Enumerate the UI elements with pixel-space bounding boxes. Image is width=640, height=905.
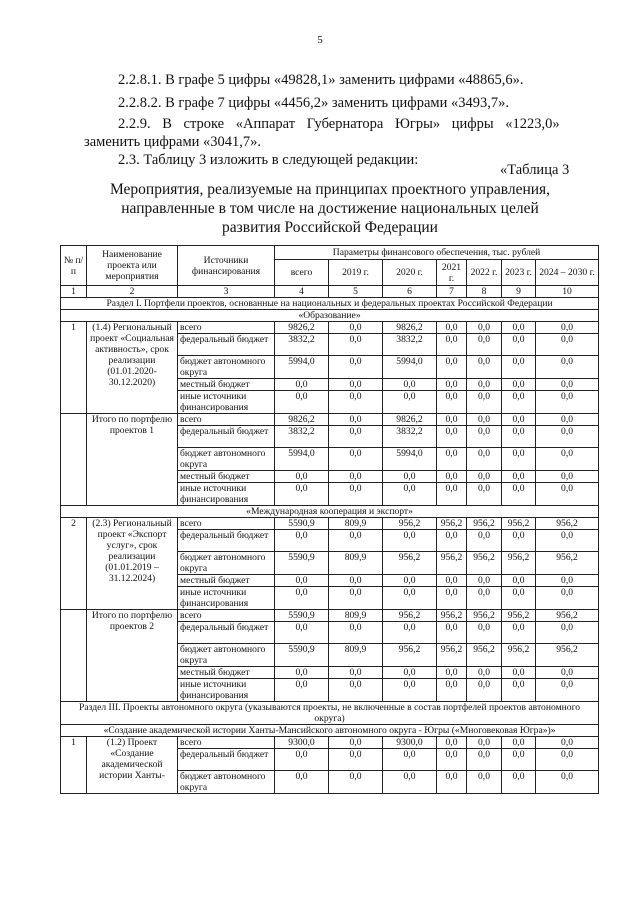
value-cell: 956,2 [536, 644, 599, 667]
value-cell: 0,0 [536, 414, 599, 426]
col-number: 7 [437, 286, 467, 298]
header-2024-2030: 2024 – 2030 г. [536, 260, 599, 286]
value-cell: 956,2 [383, 552, 437, 575]
table-row [61, 322, 599, 334]
value-cell: 9826,2 [383, 414, 437, 426]
source-cell: всего [178, 322, 275, 334]
col-number: 3 [178, 286, 275, 298]
value-cell: 0,0 [437, 322, 467, 334]
paragraph-2-2-8-1: 2.2.8.1. В графе 5 цифры «49828,1» заменить цифрами «48865,6». [118, 72, 524, 88]
value-cell: 5590,9 [275, 518, 329, 530]
source-cell: местный бюджет [178, 575, 275, 587]
value-cell: 0,0 [467, 483, 502, 506]
value-cell: 0,0 [502, 334, 536, 356]
value-cell: 0,0 [383, 379, 437, 391]
value-cell: 0,0 [502, 679, 536, 702]
value-cell: 0,0 [536, 483, 599, 506]
value-cell: 956,2 [467, 644, 502, 667]
source-cell: местный бюджет [178, 379, 275, 391]
value-cell: 9300,0 [383, 737, 437, 749]
value-cell: 0,0 [437, 426, 467, 448]
value-cell: 956,2 [536, 610, 599, 622]
value-cell: 0,0 [329, 322, 383, 334]
section-1-heading: Раздел I. Портфели проектов, основанные на национальных и федеральных проектах Российской Федерации [61, 298, 599, 310]
value-cell: 0,0 [329, 575, 383, 587]
value-cell: 956,2 [467, 610, 502, 622]
value-cell: 5590,9 [275, 644, 329, 667]
value-cell: 0,0 [275, 622, 329, 644]
value-cell: 0,0 [536, 679, 599, 702]
banner-row [61, 506, 599, 518]
value-cell: 0,0 [275, 530, 329, 552]
table-row [61, 518, 599, 530]
value-cell: 0,0 [536, 771, 599, 794]
value-cell: 0,0 [467, 448, 502, 471]
value-cell: 0,0 [536, 426, 599, 448]
value-cell: 0,0 [275, 575, 329, 587]
value-cell: 5994,0 [383, 356, 437, 379]
value-cell: 956,2 [502, 644, 536, 667]
value-cell: 0,0 [329, 679, 383, 702]
value-cell: 0,0 [275, 667, 329, 679]
value-cell: 0,0 [467, 667, 502, 679]
value-cell: 0,0 [329, 356, 383, 379]
table-label: «Таблица 3 [500, 162, 570, 178]
source-cell: бюджет автономного округа [178, 644, 275, 667]
value-cell: 0,0 [536, 530, 599, 552]
value-cell: 956,2 [467, 518, 502, 530]
value-cell: 0,0 [437, 334, 467, 356]
value-cell: 0,0 [536, 622, 599, 644]
portfolio-3-heading: «Создание академической истории Ханты-Мансийского автономного округа - Югры («Многовековая Югра»)» [61, 725, 599, 737]
value-cell: 0,0 [437, 356, 467, 379]
value-cell: 9300,0 [275, 737, 329, 749]
value-cell: 0,0 [329, 749, 383, 771]
source-cell: федеральный бюджет [178, 622, 275, 644]
value-cell: 956,2 [437, 518, 467, 530]
value-cell: 0,0 [536, 379, 599, 391]
portfolio-1-heading: «Образование» [61, 310, 599, 322]
col-number: 4 [275, 286, 329, 298]
value-cell: 0,0 [329, 587, 383, 610]
value-cell: 0,0 [383, 749, 437, 771]
value-cell: 0,0 [467, 334, 502, 356]
value-cell: 0,0 [502, 587, 536, 610]
col-number: 1 [61, 286, 87, 298]
value-cell: 809,9 [329, 552, 383, 575]
value-cell: 0,0 [383, 391, 437, 414]
header-params: Параметры финансового обеспечения, тыс. рублей [275, 246, 599, 260]
value-cell: 0,0 [329, 426, 383, 448]
source-cell: федеральный бюджет [178, 334, 275, 356]
value-cell: 956,2 [502, 610, 536, 622]
value-cell: 0,0 [502, 322, 536, 334]
financing-table-wrapper [60, 245, 598, 794]
source-cell: бюджет автономного округа [178, 356, 275, 379]
header-2020: 2020 г. [383, 260, 437, 286]
value-cell: 0,0 [502, 622, 536, 644]
value-cell: 0,0 [275, 587, 329, 610]
value-cell: 0,0 [329, 334, 383, 356]
project-2-number: 2 [61, 518, 87, 610]
source-cell: иные источники финансирования [178, 679, 275, 702]
value-cell: 0,0 [467, 414, 502, 426]
project-1-name: (1.4) Региональный проект «Социальная активность», срок реализации (01.01.2020-30.12.2020) [87, 322, 178, 414]
value-cell: 0,0 [502, 471, 536, 483]
section-3-heading: Раздел III. Проекты автономного округа (указываются проекты, не включенные в состав портфелей проектов автономного округа) [61, 702, 599, 725]
value-cell: 0,0 [467, 322, 502, 334]
value-cell: 0,0 [275, 391, 329, 414]
title-line-3: развития Российской Федерации [222, 219, 438, 236]
value-cell: 0,0 [536, 322, 599, 334]
header-sources: Источники финансирования [178, 246, 275, 286]
value-cell: 0,0 [536, 749, 599, 771]
column-numbers-row [61, 286, 599, 298]
value-cell: 0,0 [467, 679, 502, 702]
table-row [61, 737, 599, 749]
value-cell: 0,0 [329, 483, 383, 506]
col-number: 2 [87, 286, 178, 298]
value-cell: 956,2 [437, 552, 467, 575]
source-cell: бюджет автономного округа [178, 771, 275, 794]
value-cell: 0,0 [437, 749, 467, 771]
value-cell: 0,0 [383, 771, 437, 794]
header-2019: 2019 г. [329, 260, 383, 286]
value-cell: 0,0 [536, 448, 599, 471]
table-row [61, 610, 599, 622]
value-cell: 956,2 [383, 610, 437, 622]
value-cell: 0,0 [383, 667, 437, 679]
col-number: 5 [329, 286, 383, 298]
value-cell: 0,0 [275, 679, 329, 702]
value-cell: 0,0 [437, 575, 467, 587]
value-cell: 0,0 [467, 771, 502, 794]
source-cell: всего [178, 737, 275, 749]
value-cell: 0,0 [502, 426, 536, 448]
value-cell: 0,0 [437, 530, 467, 552]
value-cell: 0,0 [502, 356, 536, 379]
value-cell: 809,9 [329, 610, 383, 622]
banner-row [61, 702, 599, 725]
portfolio-1-total: Итого по портфелю проектов 1 [87, 414, 178, 506]
value-cell: 0,0 [536, 667, 599, 679]
value-cell: 0,0 [502, 448, 536, 471]
value-cell: 0,0 [536, 575, 599, 587]
value-cell: 0,0 [502, 414, 536, 426]
title-line-1: Мероприятия, реализуемые на принципах проектного управления, [109, 181, 551, 198]
value-cell: 0,0 [275, 771, 329, 794]
value-cell: 0,0 [383, 622, 437, 644]
value-cell: 0,0 [536, 737, 599, 749]
value-cell: 9826,2 [275, 414, 329, 426]
header-2021: 2021 г. [437, 260, 467, 286]
value-cell: 956,2 [536, 552, 599, 575]
source-cell: местный бюджет [178, 471, 275, 483]
title-line-2: направленные в том числе на достижение национальных целей [121, 200, 539, 217]
banner-row [61, 725, 599, 737]
value-cell: 0,0 [467, 575, 502, 587]
value-cell: 0,0 [329, 414, 383, 426]
value-cell: 0,0 [383, 471, 437, 483]
paragraph-2-2-9: 2.2.9. В строке «Аппарат Губернатора Югры» цифры «1223,0» [118, 116, 560, 132]
value-cell: 0,0 [467, 426, 502, 448]
value-cell: 3832,2 [275, 426, 329, 448]
value-cell: 0,0 [467, 356, 502, 379]
source-cell: бюджет автономного округа [178, 552, 275, 575]
value-cell: 3832,2 [383, 334, 437, 356]
table-title [60, 180, 600, 237]
value-cell: 0,0 [536, 587, 599, 610]
header-2023: 2023 г. [502, 260, 536, 286]
value-cell: 0,0 [329, 667, 383, 679]
value-cell: 0,0 [502, 737, 536, 749]
value-cell: 0,0 [437, 414, 467, 426]
value-cell: 809,9 [329, 518, 383, 530]
portfolio-2-heading: «Международная кооперация и экспорт» [61, 506, 599, 518]
value-cell: 0,0 [437, 448, 467, 471]
value-cell: 0,0 [437, 679, 467, 702]
value-cell: 0,0 [502, 575, 536, 587]
value-cell: 0,0 [383, 575, 437, 587]
paragraph-2-2-9-cont: заменить цифрами «3041,7». [84, 134, 262, 150]
source-cell: иные источники финансирования [178, 391, 275, 414]
col-number: 10 [536, 286, 599, 298]
value-cell: 0,0 [437, 483, 467, 506]
value-cell: 9826,2 [275, 322, 329, 334]
value-cell: 5994,0 [275, 448, 329, 471]
value-cell: 0,0 [467, 471, 502, 483]
value-cell: 0,0 [467, 622, 502, 644]
value-cell: 0,0 [275, 379, 329, 391]
value-cell: 0,0 [502, 749, 536, 771]
project-1-number: 1 [61, 322, 87, 414]
project-2-name: (2.3) Региональный проект «Экспорт услуг», срок реализации (01.01.2019 – 31.12.2024) [87, 518, 178, 610]
col-number: 6 [383, 286, 437, 298]
value-cell: 0,0 [437, 771, 467, 794]
value-cell: 0,0 [502, 530, 536, 552]
header-name: Наименование проекта или мероприятия [87, 246, 178, 286]
value-cell: 0,0 [467, 530, 502, 552]
value-cell: 0,0 [383, 530, 437, 552]
value-cell: 5994,0 [275, 356, 329, 379]
header-2022: 2022 г. [467, 260, 502, 286]
value-cell: 0,0 [383, 679, 437, 702]
page-number: 5 [317, 34, 323, 46]
value-cell: 809,9 [329, 644, 383, 667]
value-cell: 0,0 [275, 483, 329, 506]
source-cell: бюджет автономного округа [178, 448, 275, 471]
value-cell: 0,0 [329, 530, 383, 552]
value-cell: 0,0 [329, 448, 383, 471]
value-cell: 0,0 [383, 587, 437, 610]
value-cell: 0,0 [536, 391, 599, 414]
value-cell: 0,0 [437, 587, 467, 610]
value-cell: 5590,9 [275, 552, 329, 575]
value-cell: 0,0 [467, 587, 502, 610]
value-cell: 0,0 [502, 483, 536, 506]
value-cell: 0,0 [329, 391, 383, 414]
value-cell: 0,0 [502, 379, 536, 391]
value-cell: 0,0 [536, 334, 599, 356]
value-cell: 3832,2 [383, 426, 437, 448]
value-cell: 956,2 [383, 644, 437, 667]
value-cell: 0,0 [329, 471, 383, 483]
value-cell: 0,0 [502, 667, 536, 679]
total-2-empty [61, 610, 87, 702]
value-cell: 5994,0 [383, 448, 437, 471]
source-cell: всего [178, 518, 275, 530]
table-row [61, 414, 599, 426]
project-3-name: (1.2) Проект «Создание академической истории Ханты- [87, 737, 178, 794]
source-cell: иные источники финансирования [178, 483, 275, 506]
header-num: № п/п [61, 246, 87, 286]
header-total: всего [275, 260, 329, 286]
value-cell: 0,0 [329, 771, 383, 794]
project-3-number: 1 [61, 737, 87, 794]
paragraph-2-3: 2.3. Таблицу 3 изложить в следующей редакции: [118, 152, 419, 168]
value-cell: 9826,2 [383, 322, 437, 334]
value-cell: 956,2 [536, 518, 599, 530]
source-cell: федеральный бюджет [178, 530, 275, 552]
value-cell: 5590,9 [275, 610, 329, 622]
value-cell: 0,0 [536, 471, 599, 483]
value-cell: 0,0 [467, 391, 502, 414]
value-cell: 956,2 [502, 552, 536, 575]
value-cell: 0,0 [329, 622, 383, 644]
value-cell: 0,0 [536, 356, 599, 379]
value-cell: 0,0 [437, 379, 467, 391]
value-cell: 956,2 [437, 644, 467, 667]
value-cell: 0,0 [329, 737, 383, 749]
value-cell: 0,0 [502, 391, 536, 414]
value-cell: 0,0 [437, 737, 467, 749]
value-cell: 0,0 [437, 471, 467, 483]
col-number: 9 [502, 286, 536, 298]
value-cell: 0,0 [275, 471, 329, 483]
source-cell: федеральный бюджет [178, 749, 275, 771]
source-cell: федеральный бюджет [178, 426, 275, 448]
value-cell: 956,2 [467, 552, 502, 575]
value-cell: 0,0 [467, 379, 502, 391]
value-cell: 0,0 [502, 771, 536, 794]
value-cell: 0,0 [275, 749, 329, 771]
value-cell: 956,2 [437, 610, 467, 622]
value-cell: 0,0 [467, 749, 502, 771]
value-cell: 956,2 [502, 518, 536, 530]
source-cell: всего [178, 414, 275, 426]
value-cell: 0,0 [467, 737, 502, 749]
paragraph-2-2-8-2: 2.2.8.2. В графе 7 цифры «4456,2» заменить цифрами «3493,7». [118, 95, 509, 111]
value-cell: 0,0 [437, 391, 467, 414]
source-cell: иные источники финансирования [178, 587, 275, 610]
value-cell: 0,0 [329, 379, 383, 391]
value-cell: 956,2 [383, 518, 437, 530]
col-number: 8 [467, 286, 502, 298]
financing-table [60, 245, 599, 794]
source-cell: всего [178, 610, 275, 622]
portfolio-2-total: Итого по портфелю проектов 2 [87, 610, 178, 702]
value-cell: 0,0 [437, 622, 467, 644]
value-cell: 0,0 [383, 483, 437, 506]
value-cell: 0,0 [437, 667, 467, 679]
source-cell: местный бюджет [178, 667, 275, 679]
value-cell: 3832,2 [275, 334, 329, 356]
total-1-empty [61, 414, 87, 506]
